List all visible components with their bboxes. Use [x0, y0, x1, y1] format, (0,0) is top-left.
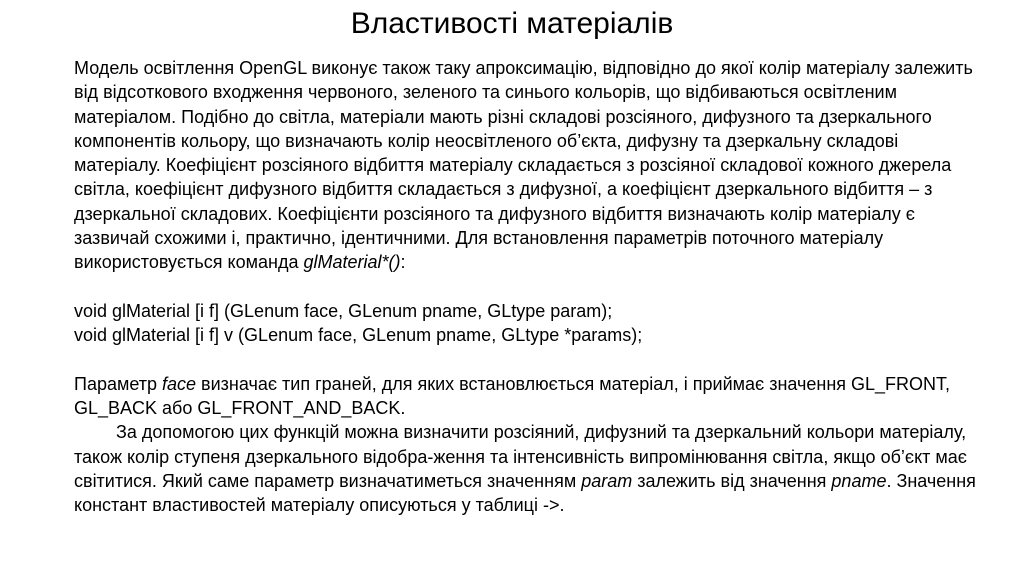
spacer — [74, 275, 986, 299]
functions-text-2: залежить від значення — [632, 471, 832, 492]
param-term: param — [581, 471, 633, 492]
face-text-start: Параметр — [74, 373, 163, 394]
slide-body — [74, 56, 986, 518]
functions-text-3: . Значення констант властивостей матеріалу описуються у таблиці ->. — [74, 471, 976, 516]
command-name: glMaterial*() — [303, 252, 401, 273]
functions-paragraph — [74, 420, 986, 517]
intro-text: Модель освітлення OpenGL виконує також таку апроксимацію, відповідно до якої колір матеріалу залежить від відсоткового входження червоного, зеленого та синього кольорів, що відбиваються освітленим матеріалом. Подібно до світла, матеріали мають різні складові розсіяного, дифузного та дзеркального компонентів кольору, що визначають колір неосвітленого об’єкта, дифузну та дзеркальну складові матеріалу. Коефіцієнт розсіяного відбиття матеріалу складається з розсіяної складової кожного джерела світла, коефіцієнт дифузного відбиття складається з дифузної, а коефіцієнт дзеркального відбиття – з дзеркальної складових. Коефіцієнти розсіяного та дифузного відбиття визначають колір матеріалу є зазвичай схожими і, практично, ідентичними. Для встановлення параметрів поточного матеріалу використовується команда — [74, 58, 973, 273]
spacer — [74, 348, 986, 372]
intro-paragraph — [74, 56, 986, 275]
functions-text-1: За допомогою цих функцій можна визначити розсіяний, дифузний та дзеркальний кольори матеріалу, також колір ступеня дзеркального відобра-ження та інтенсивність випромінювання світла, якщо об’єкт має світитися. Який саме параметр визначатиметься значенням — [74, 422, 967, 492]
face-paragraph — [74, 372, 986, 421]
slide-title: Властивості матеріалів — [350, 7, 674, 40]
face-text-end: визначає тип граней, для яких встановлюється матеріал, і приймає значення GL_FRONT, GL_BACK або GL_FRONT_AND_BACK. — [74, 373, 951, 419]
code-line-scalar: void glMaterial [i f] (GLenum face, GLenum pname, GLtype param); — [74, 300, 613, 321]
face-term: face — [162, 373, 197, 394]
code-line-vector: void glMaterial [i f] v (GLenum face, GLenum pname, GLtype *params); — [74, 325, 643, 346]
pname-term: pname — [831, 471, 887, 492]
intro-text-end: : — [400, 252, 406, 273]
